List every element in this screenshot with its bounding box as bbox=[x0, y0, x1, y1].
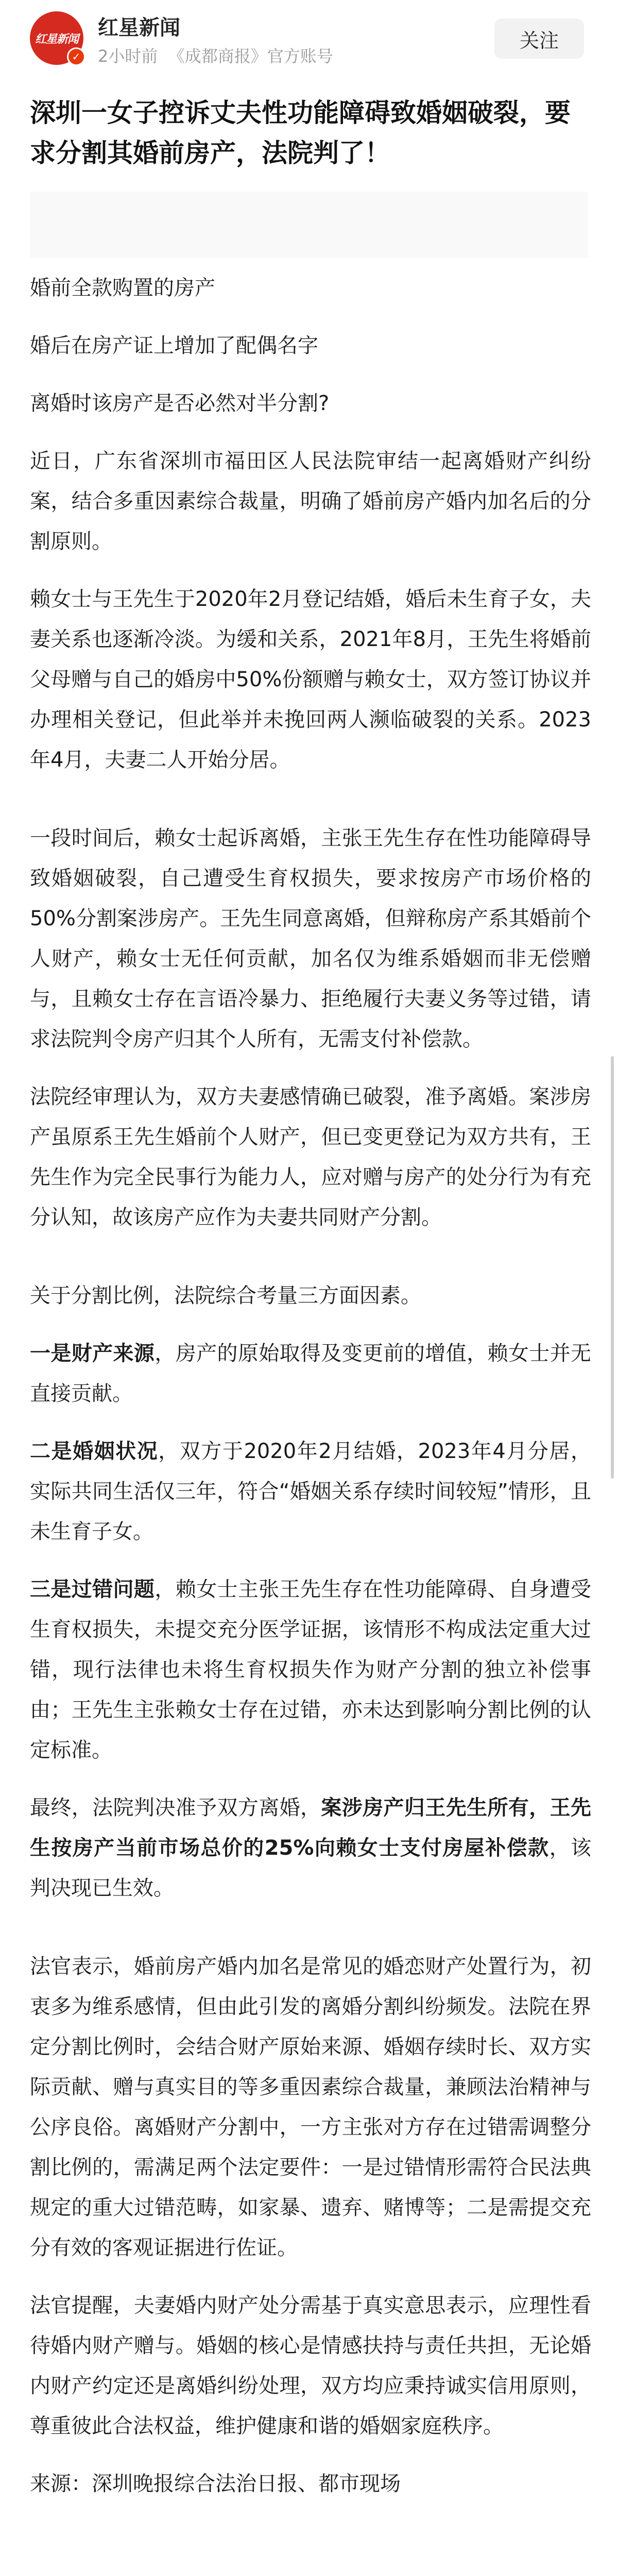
paragraph: 婚前全款购置的房产 bbox=[30, 276, 215, 300]
paragraph: 法官提醒，夫妻婚内财产处分需基于真实意思表示，应理性看待婚内财产赠与。婚姻的核心是情感扶持与责任共担，无论婚内财产约定还是离婚纠纷处理，双方均应秉持诚实信用原则，尊重彼此合法权益，维护健康和谐的婚姻家庭秩序。 bbox=[30, 2294, 591, 2438]
account-header bbox=[0, 0, 618, 77]
paragraph: 关于分割比例，法院综合考量三方面因素。 bbox=[30, 1284, 421, 1308]
verified-badge-icon: ✓ bbox=[67, 47, 85, 66]
image-placeholder bbox=[30, 192, 588, 258]
bold-lead: 二是婚姻状况 bbox=[30, 1439, 159, 1463]
scrollbar[interactable] bbox=[611, 1056, 614, 1479]
paragraph: 离婚时该房产是否必然对半分割? bbox=[30, 392, 330, 415]
article-body bbox=[30, 268, 591, 2504]
paragraph-text: ，赖女士主张王先生存在性功能障碍、自身遭受生育权损失，未提交充分医学证据，该情形不构成法定重大过错，现行法律也未将生育权损失作为财产分割的独立补偿事由；王先生主张赖女士存在过错，亦未达到影响分割比例的认定标准。 bbox=[30, 1578, 592, 1762]
paragraph-text: 最终，法院判决准予双方离婚， bbox=[30, 1796, 321, 1820]
paragraph: 赖女士与王先生于2020年2月登记结婚，婚后未生育子女，夫妻关系也逐渐冷淡。为缓和关系，2021年8月，王先生将婚前父母赠与自己的婚房中50%份额赠与赖女士，双方签订协议并办理相关登记，但此举并未挽回两人濒临破裂的关系。2023年4月，夫妻二人开始分居。 bbox=[30, 587, 591, 772]
post-time: 2小时前 bbox=[98, 46, 158, 66]
follow-button[interactable]: 关注 bbox=[494, 19, 584, 59]
account-meta bbox=[98, 43, 333, 67]
logo-text: 红星新闻 bbox=[35, 32, 78, 46]
paragraph bbox=[30, 1569, 591, 1770]
paragraph-text: ，该判决现已生效。 bbox=[30, 1836, 592, 1900]
bold-lead: 一是财产来源 bbox=[30, 1342, 155, 1365]
article-title: 深圳一女子控诉丈夫性功能障碍致婚姻破裂，要求分割其婚前房产，法院判了！ bbox=[30, 98, 571, 168]
paragraph bbox=[30, 1788, 591, 1908]
paragraph-text: ，双方于2020年2月结婚，2023年4月分居，实际共同生活仅三年，符合“婚姻关系存续时间较短”情形，且未生育子女。 bbox=[30, 1439, 591, 1544]
bold-highlight: 案涉房产归王先生所有，王先生按房产当前市场总价的25%向赖女士支付房屋补偿款 bbox=[30, 1796, 592, 1860]
bold-lead: 三是过错问题 bbox=[30, 1578, 155, 1601]
paragraph: 婚后在房产证上增加了配偶名字 bbox=[30, 334, 318, 358]
paragraph: 一段时间后，赖女士起诉离婚，主张王先生存在性功能障碍导致婚姻破裂，自己遭受生育权损失，要求按房产市场价格的50%分割案涉房产。王先生同意离婚，但辩称房产系其婚前个人财产，赖女士无任何贡献，加名仅为维系婚姻而非无偿赠与，且赖女士存在言语冷暴力、拒绝履行夫妻义务等过错，请求法院判令房产归其个人所有，无需支付补偿款。 bbox=[30, 826, 591, 1051]
paragraph-text: ，房产的原始取得及变更前的增值，赖女士并无直接贡献。 bbox=[30, 1342, 592, 1405]
paragraph: 法院经审理认为，双方夫妻感情确已破裂，准予离婚。案涉房产虽原系王先生婚前个人财产，但已变更登记为双方共有，王先生作为完全民事行为能力人，应对赠与房产的处分行为有充分认知，故该房产应作为夫妻共同财产分割。 bbox=[30, 1085, 591, 1229]
source-line: 来源：深圳晚报综合法治日报、都市现场 bbox=[30, 2472, 401, 2496]
paragraph: 近日，广东省深圳市福田区人民法院审结一起离婚财产纠纷案，结合多重因素综合裁量，明确了婚前房产婚内加名后的分割原则。 bbox=[30, 449, 591, 553]
paragraph: 法官表示，婚前房产婚内加名是常见的婚恋财产处置行为，初衷多为维系感情，但由此引发的离婚分割纠纷频发。法院在界定分割比例时，会结合财产原始来源、婚姻存续时长、双方实际贡献、赠与真实目的等多重因素综合裁量，兼顾法治精神与公序良俗。离婚财产分割中，一方主张对方存在过错需调整分割比例的，需满足两个法定要件：一是过错情形需符合民法典规定的重大过错范畴，如家暴、遗弃、赌博等；二是需提交充分有效的客观证据进行佐证。 bbox=[30, 1955, 591, 2260]
paragraph bbox=[30, 1431, 591, 1552]
account-name[interactable]: 红星新闻 bbox=[98, 16, 180, 40]
paragraph bbox=[30, 1333, 591, 1414]
account-source: 《成都商报》官方账号 bbox=[168, 46, 333, 66]
